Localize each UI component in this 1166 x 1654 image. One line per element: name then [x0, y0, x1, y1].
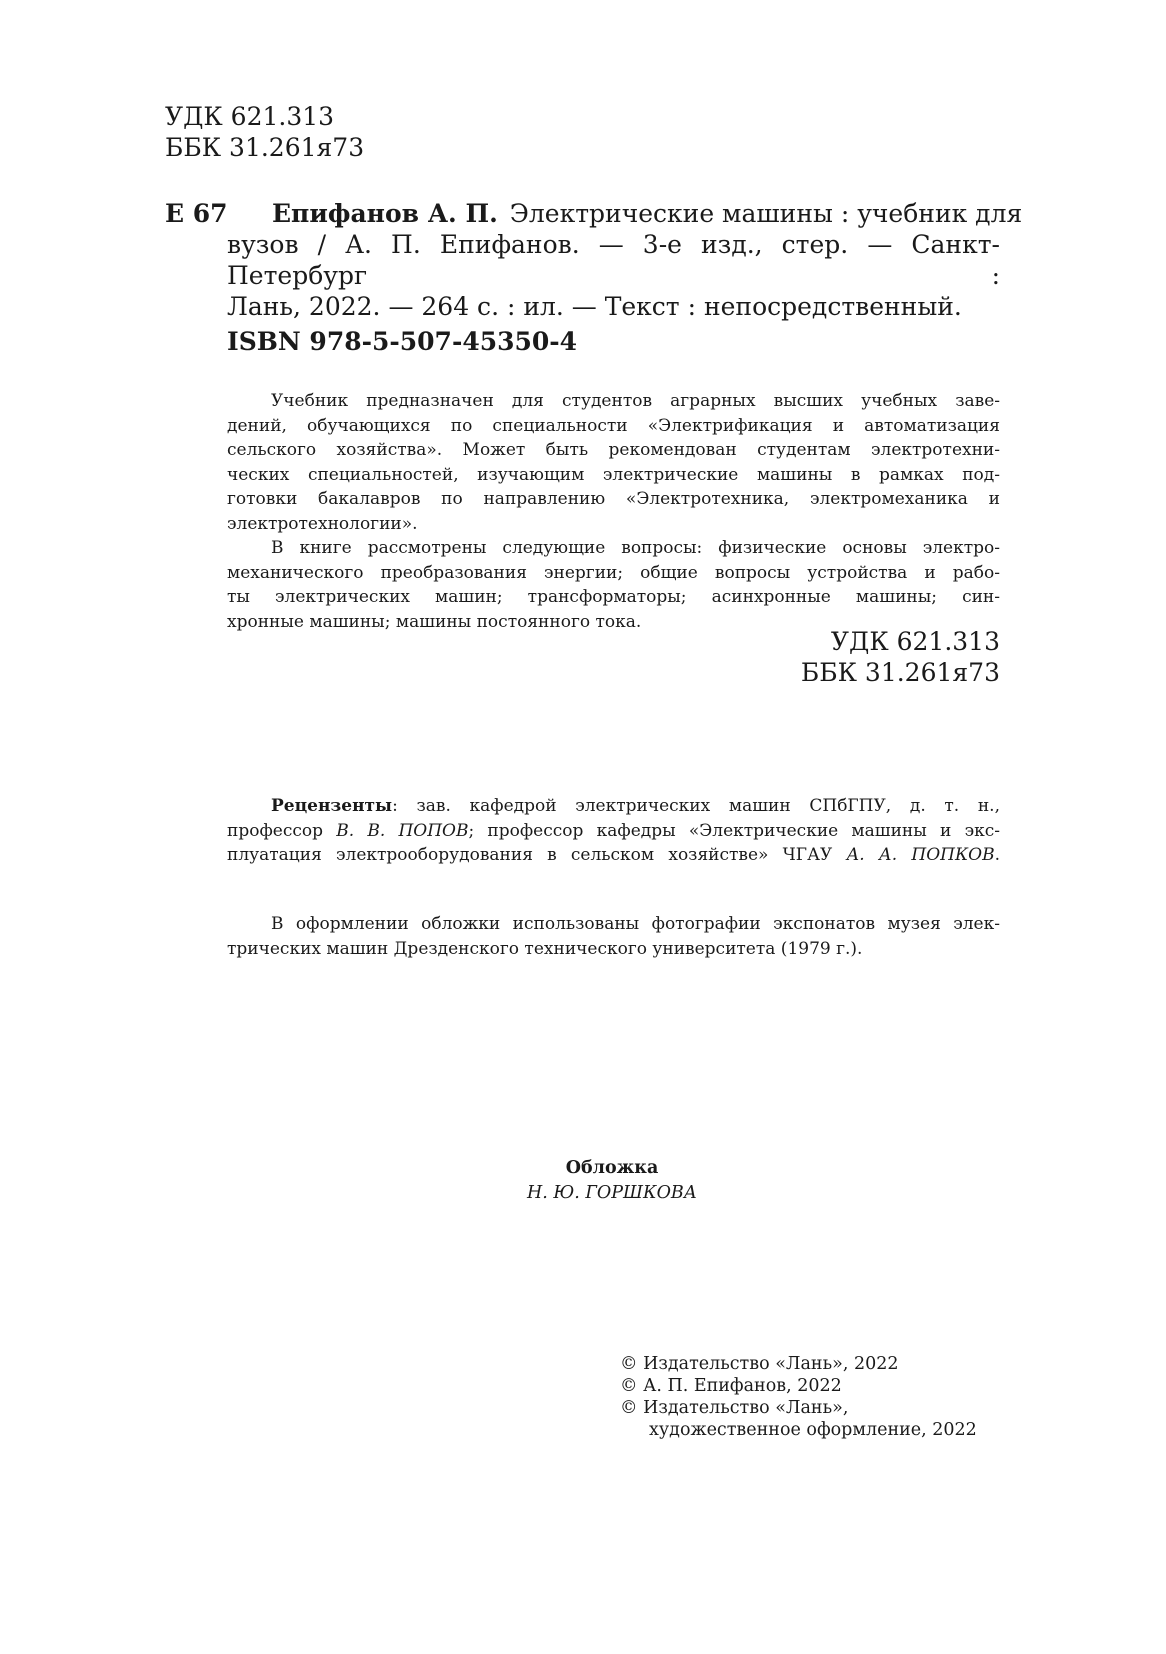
annotation-p1-line: Учебник предназначен для студентов аграрных высших учебных заве-: [271, 391, 1000, 411]
bottom-classification: [801, 626, 1000, 688]
top-classification: [165, 101, 364, 163]
entry-author: Епифанов А. П.: [272, 199, 498, 228]
reviewers-line-2: [227, 819, 1000, 844]
bbk-code: ББК 31.261я73: [165, 133, 365, 162]
copyright-line: художественное оформление, 2022: [649, 1420, 977, 1440]
annotation-p2-line: хронные машины; машины постоянного тока.: [227, 611, 642, 632]
udk-code: УДК 621.313: [165, 102, 335, 131]
udk-code-repeat: УДК 621.313: [830, 627, 1000, 656]
reviewers-line-3-end: .: [994, 845, 1000, 865]
copyright-line: © Издательство «Лань»,: [620, 1398, 849, 1418]
reviewer-name-popov: В. В. ПОПОВ: [336, 820, 469, 841]
reviewers-line-1: [227, 794, 1000, 819]
copyright-block: [620, 1353, 977, 1441]
cover-credit: [0, 1156, 1166, 1205]
annotation-p2-line: В книге рассмотрены следующие вопросы: физические основы электро-: [271, 538, 1000, 558]
cover-credit-label: Обложка: [565, 1158, 659, 1178]
annotation-p1-line: готовки бакалавров по направлению «Электротехника, электромеханика и: [227, 489, 1000, 509]
annotation-p1-line: ческих специальностей, изучающим электрические машины в рамках под-: [227, 464, 1000, 485]
entry-title: Электрические машины : учебник для: [509, 199, 1023, 228]
annotation-p2-line: ты электрических машин; трансформаторы; асинхронные машины; син-: [227, 587, 1000, 607]
copyright-line: © А. П. Епифанов, 2022: [620, 1376, 842, 1396]
copyright-line: © Издательство «Лань», 2022: [620, 1354, 899, 1374]
annotation: [227, 389, 1000, 634]
entry-line-2: вузов / А. П. Епифанов. — 3-е изд., стер. — Санкт-Петербург :: [227, 230, 1000, 290]
reviewers-line-3: [227, 843, 1000, 868]
entry-line-3: Лань, 2022. — 264 с. : ил. — Текст : непосредственный.: [227, 292, 962, 321]
cover-credit-name: Н. Ю. ГОРШКОВА: [526, 1182, 698, 1203]
reviewer-name-popkov: А. А. ПОПКОВ: [846, 845, 995, 865]
reviewers: [227, 794, 1000, 868]
reviewers-line-2-b: ; профессор кафедры «Электрические машины и экс-: [468, 820, 1000, 841]
annotation-p1-line: сельского хозяйства». Может быть рекомендован студентам электротехни-: [227, 440, 1000, 460]
reviewers-line-2-a: профессор: [227, 820, 337, 841]
reviewers-line-1-text: : зав. кафедрой электрических машин СПбГПУ, д. т. н.,: [392, 796, 1000, 816]
cover-note-line: В оформлении обложки использованы фотографии экспонатов музея элек-: [271, 914, 1000, 934]
annotation-p1-line: дений, обучающихся по специальности «Электрификация и автоматизация: [227, 415, 1000, 436]
catalog-code: Е 67: [165, 199, 228, 228]
catalog-entry: [227, 198, 1023, 322]
bbk-code-repeat: ББК 31.261я73: [800, 658, 1000, 687]
isbn: ISBN 978-5-507-45350-4: [227, 327, 578, 356]
cover-note: [227, 912, 1000, 961]
annotation-p1-line: электротехнологии».: [227, 513, 418, 534]
reviewers-line-3-a: плуатация электрооборудования в сельском хозяйстве» ЧГАУ: [227, 845, 847, 865]
reviewers-label: Рецензенты: [271, 796, 393, 816]
annotation-p2-line: механического преобразования энергии; общие вопросы устройства и рабо-: [227, 562, 1000, 583]
cover-note-line: трических машин Дрезденского технического университета (1979 г.).: [227, 938, 863, 959]
